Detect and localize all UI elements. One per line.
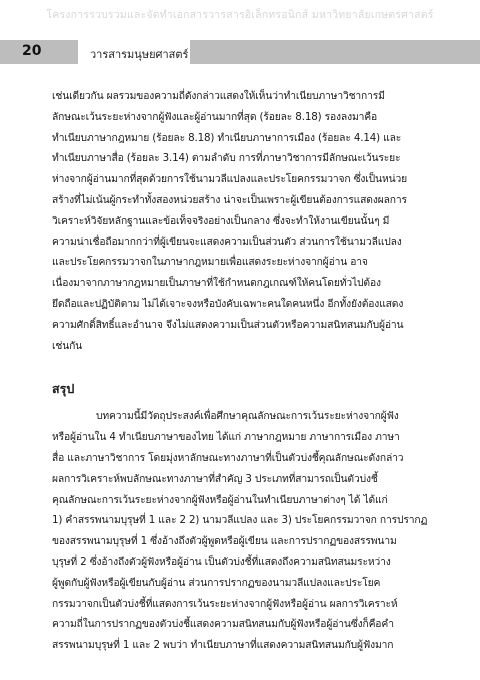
text-line: ของสรรพนามบุรุษที่ 1 ซึ่งอ้างถึงตัวผู้พูดหรือผู้เขียน และการปรากฏของสรรพนาม bbox=[52, 535, 397, 548]
text-line: ความน่าเชื่อถือมากกว่าที่ผู้เขียนจะแสดงความเป็นส่วนตัว ส่วนการใช้นามวลีแปลง bbox=[52, 235, 402, 248]
text-line: ผลการวิเคราะห์พบลักษณะทางภาษาที่สำคัญ 3 ประเภทที่สามารถเป็นตัวบ่งชี้ bbox=[52, 472, 378, 485]
text-line: ความถี่ในการปรากฏของตัวบ่งชี้แสดงความสนิทสนมกับผู้ฟังหรือผู้อ่านซึ่งก็คือคำ bbox=[52, 618, 394, 631]
text-line: เนื่องมาจากภาษากฎหมายเป็นภาษาที่ใช้กำหนดกฎเกณฑ์ให้คนโดยทั่วไปต้อง bbox=[52, 277, 381, 290]
text-line: ห่างจากผู้อ่านมากที่สุดด้วยการใช้นามวลีแปลงและประโยคกรรมวาจก ซึ่งเป็นหน่วย bbox=[52, 173, 407, 186]
journal-name: วารสารมนุษยศาสตร์ bbox=[90, 48, 189, 61]
text-line: กรรมวาจกเป็นตัวบ่งชี้ที่แสดงการเว้นระยะห่างจากผู้ฟังหรือผู้อ่าน ผลการวิเคราะห์ bbox=[52, 597, 398, 610]
watermark-text: โครงการรวบรวมและจัดทำเอกสารวารสารอิเล็กทรอนิกส์ มหาวิทยาลัยเกษตรศาสตร์ bbox=[46, 9, 434, 21]
text-line: บุรุษที่ 2 ซึ่งอ้างถึงตัวผู้ฟังหรือผู้อ่าน เป็นตัวบ่งชี้ที่แสดงถึงความสนิทสนมระหว่าง bbox=[52, 555, 391, 568]
page-number: 20 bbox=[22, 43, 42, 59]
text-line: สร้างที่ไม่เน้นผู้กระทำทั้งสองหน่วยสร้าง น่าจะเป็นเพราะผู้เขียนต้องการแสดงผลการ bbox=[52, 193, 407, 206]
text-line: สรรพนามบุรุษที่ 1 และ 2 พบว่า ทำเนียบภาษาที่แสดงความสนิทสนมกับผู้ฟังมาก bbox=[52, 639, 394, 652]
header-bar-right bbox=[190, 40, 480, 64]
text-line: ลักษณะเว้นระยะห่างจากผู้ฟังและผู้อ่านมากที่สุด (ร้อยละ 8.18) รองลงมาคือ bbox=[52, 110, 377, 123]
text-line: ทำเนียบภาษาสื่อ (ร้อยละ 3.14) ตามลำดับ การที่ภาษาวิชาการมีลักษณะเว้นระยะ bbox=[52, 152, 401, 165]
text-line: ความศักดิ์สิทธิ์และอำนาจ จึงไม่แสดงความเป็นส่วนตัวหรือความสนิทสนมกับผู้อ่าน bbox=[52, 318, 404, 331]
text-line: ทำเนียบภาษากฎหมาย (ร้อยละ 8.18) ทำเนียบภาษาการเมือง (ร้อยละ 4.14) และ bbox=[52, 131, 402, 144]
text-line: หรือผู้อ่านใน 4 ทำเนียบภาษาของไทย ได้แก่ ภาษากฎหมาย ภาษาการเมือง ภาษา bbox=[52, 431, 400, 444]
paragraph-summary bbox=[52, 406, 438, 656]
paragraph-discussion bbox=[52, 86, 438, 356]
page-header bbox=[0, 40, 480, 64]
section-title-summary: สรุป bbox=[52, 381, 75, 397]
text-line: 1) คำสรรพนามบุรุษที่ 1 และ 2 2) นามวลีแปลง และ 3) ประโยคกรรมวาจก การปรากฏ bbox=[52, 514, 428, 527]
text-line: และประโยคกรรมวาจกในภาษากฎหมายเพื่อแสดงระยะห่างจากผู้อ่าน อาจ bbox=[52, 256, 368, 269]
text-line: เช่นกัน bbox=[52, 339, 83, 352]
text-line: คุณลักษณะการเว้นระยะห่างจากผู้ฟังหรือผู้อ่านในทำเนียบภาษาต่างๆ ได้ ได้แก่ bbox=[52, 493, 388, 506]
text-line: เช่นเดียวกัน ผลรวมของความถี่ดังกล่าวแสดงให้เห็นว่าทำเนียบภาษาวิชาการมี bbox=[52, 90, 385, 102]
text-line: บทความนี้มีวัตถุประสงค์เพื่อศึกษาคุณลักษณะการเว้นระยะห่างจากผู้ฟัง bbox=[96, 410, 399, 423]
article-body bbox=[52, 86, 438, 656]
text-line: ผู้พูดกับผู้ฟังหรือผู้เขียนกับผู้อ่าน ส่วนการปรากฏของนามวลีแปลงและประโยค bbox=[52, 576, 381, 589]
text-line: ยึดถือและปฏิบัติตาม ไม่ได้เจาะจงหรือบังคับเฉพาะคนใดคนหนึ่ง อีกทั้งยังต้องแสดง bbox=[52, 297, 404, 310]
text-line: วิเคราะห์วิจัยหลักฐานและข้อเท็จจริงอย่างเป็นกลาง ซึ่งจะทำให้งานเขียนนั้นๆ มี bbox=[52, 214, 390, 227]
text-line: สื่อ และภาษาวิชาการ โดยมุ่งหาลักษณะทางภาษาที่เป็นตัวบ่งชี้คุณลักษณะดังกล่าว bbox=[52, 451, 404, 464]
